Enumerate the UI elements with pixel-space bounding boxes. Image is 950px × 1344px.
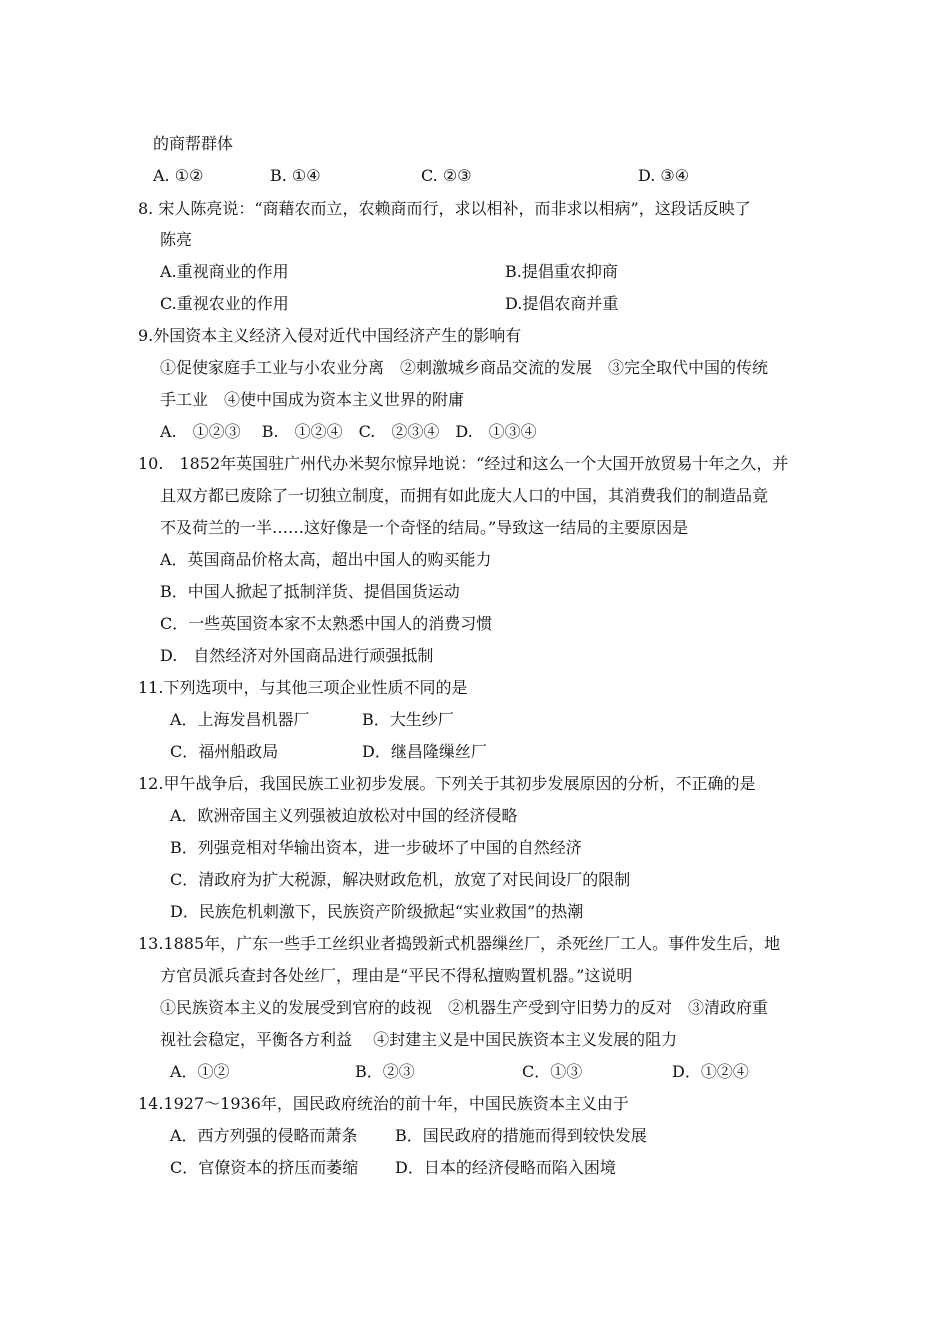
q12-option-c: C．清政府为扩大税源，解决财政危机，放宽了对民间设厂的限制 [170,870,631,889]
q13-option-c: C．①③ [522,1062,583,1081]
q9-items-line1: ①促使家庭手工业与小农业分离 ②刺激城乡商品交流的发展 ③完全取代中国的传统 [160,358,769,377]
q7-option-a: A. ①② [153,166,204,185]
q11-stem: 11.下列选项中，与其他三项企业性质不同的是 [138,678,468,697]
q10-stem-line3: 不及荷兰的一半……这好像是一个奇怪的结局。”导致这一结局的主要原因是 [160,518,689,537]
q8-stem-line2: 陈亮 [160,230,193,249]
q13-items-line2: 视社会稳定，平衡各方利益 ④封建主义是中国民族资本主义发展的阻力 [160,1030,678,1049]
q8-option-c: C.重视农业的作用 [160,294,289,313]
q13-option-b: B．②③ [355,1062,415,1081]
q14-option-c: C．官僚资本的挤压而萎缩 [170,1158,359,1177]
q12-option-b: B．列强竞相对华输出资本，进一步破坏了中国的自然经济 [170,838,582,857]
q11-option-a: A．上海发昌机器厂 [170,710,310,729]
q10-option-a: A．英国商品价格太高，超出中国人的购买能力 [160,550,492,569]
q8-option-d: D.提倡农商并重 [505,294,619,313]
q12-option-d: D．民族危机刺激下，民族资产阶级掀起“实业救国”的热潮 [170,902,584,921]
q12-stem: 12.甲午战争后，我国民族工业初步发展。下列关于其初步发展原因的分析，不正确的是 [138,774,756,793]
q11-option-b: B．大生纱厂 [362,710,454,729]
q11-option-c: C．福州船政局 [170,742,279,761]
q13-stem-line2: 方官员派兵查封各处丝厂，理由是“平民不得私擅购置机器。”这说明 [160,966,633,985]
q9-stem: 9.外国资本主义经济入侵对近代中国经济产生的影响有 [138,326,522,345]
q10-stem-line2: 且双方都已废除了一切独立制度，而拥有如此庞大人口的中国，其消费我们的制造品竟 [160,486,769,505]
q7-continuation: 的商帮群体 [153,134,234,153]
q10-stem-line1: 10. 1852年英国驻广州代办米契尔惊异地说：“经过和这么一个大国开放贸易十年之久，并 [138,454,789,473]
q13-option-a: A．①② [170,1062,230,1081]
q9-items-line2: 手工业 ④使中国成为资本主义世界的附庸 [160,390,465,409]
q14-option-b: B．国民政府的措施而得到较快发展 [395,1126,647,1145]
q14-option-d: D．日本的经济侵略而陷入困境 [395,1158,616,1177]
q10-option-b: B．中国人掀起了抵制洋货、提倡国货运动 [160,582,460,601]
q7-option-c: C. ②③ [421,166,472,185]
q12-option-a: A．欧洲帝国主义列强被迫放松对中国的经济侵略 [170,806,518,825]
q10-option-d: D. 自然经济对外国商品进行顽强抵制 [160,646,434,665]
q14-stem: 14.1927～1936年，国民政府统治的前十年，中国民族资本主义由于 [138,1094,629,1113]
q7-option-b: B. ①④ [270,166,321,185]
q13-option-d: D．①②④ [672,1062,749,1081]
q13-items-line1: ①民族资本主义的发展受到官府的歧视 ②机器生产受到守旧势力的反对 ③清政府重 [160,998,769,1017]
q8-option-b: B.提倡重农抑商 [505,262,618,281]
q9-options: A. ①②③ B. ①②④ C. ②③④ D. ①③④ [160,422,537,441]
q14-option-a: A．西方列强的侵略而萧条 [170,1126,358,1145]
q8-option-a: A.重视商业的作用 [160,262,289,281]
q7-option-d: D. ③④ [638,166,690,185]
q8-stem-line1: 8. 宋人陈亮说：“商藉农而立，农赖商而行，求以相补，而非求以相病”，这段话反映了 [138,199,751,218]
q13-stem-line1: 13.1885年，广东一些手工丝织业者捣毁新式机器缫丝厂，杀死丝厂工人。事件发生后，地 [138,934,781,953]
q11-option-d: D．继昌隆缫丝厂 [362,742,487,761]
q10-option-c: C．一些英国资本家不太熟悉中国人的消费习惯 [160,614,493,633]
